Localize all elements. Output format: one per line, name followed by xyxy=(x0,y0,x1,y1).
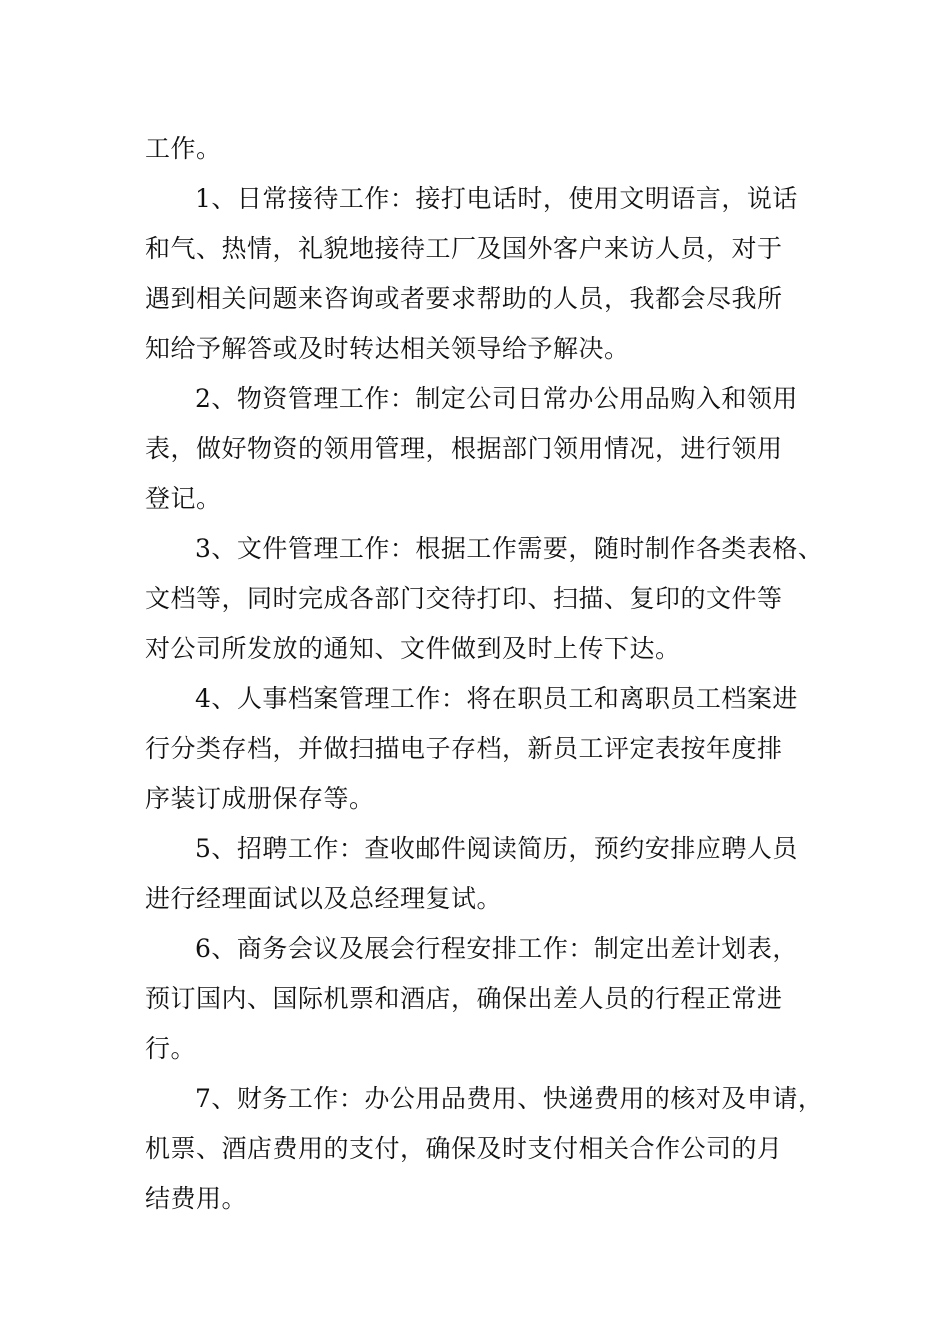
text-line: 进行经理面试以及总经理复试。 xyxy=(145,884,503,913)
text-line: 预订国内、国际机票和酒店，确保出差人员的行程正常进 xyxy=(145,984,783,1013)
text-line: 1、日常接待工作：接打电话时，使用文明语言，说话 xyxy=(195,184,798,213)
text-line: 对公司所发放的通知、文件做到及时上传下达。 xyxy=(145,634,681,663)
text-line: 行分类存档，并做扫描电子存档，新员工评定表按年度排 xyxy=(145,734,783,763)
text-line: 结费用。 xyxy=(145,1184,248,1213)
text-line: 登记。 xyxy=(145,484,222,513)
text-line: 2、物资管理工作：制定公司日常办公用品购入和领用 xyxy=(195,384,798,413)
text-line: 文档等，同时完成各部门交待打印、扫描、复印的文件等 xyxy=(145,584,783,613)
text-line: 5、招聘工作：查收邮件阅读简历，预约安排应聘人员 xyxy=(195,834,798,863)
text-line: 知给予解答或及时转达相关领导给予解决。 xyxy=(145,334,630,363)
text-line: 6、商务会议及展会行程安排工作：制定出差计划表， xyxy=(195,934,798,963)
text-line: 工作。 xyxy=(145,134,222,163)
text-line: 机票、酒店费用的支付，确保及时支付相关合作公司的月 xyxy=(145,1134,783,1163)
text-line: 3、文件管理工作：根据工作需要，随时制作各类表格、 xyxy=(195,534,824,563)
text-line: 行。 xyxy=(145,1034,197,1063)
text-line: 4、人事档案管理工作：将在职员工和离职员工档案进 xyxy=(195,684,798,713)
text-line: 遇到相关问题来咨询或者要求帮助的人员，我都会尽我所 xyxy=(145,284,783,313)
text-line: 表，做好物资的领用管理，根据部门领用情况，进行领用 xyxy=(145,434,783,463)
text-line: 序装订成册保存等。 xyxy=(145,784,375,813)
text-line: 7、财务工作：办公用品费用、快递费用的核对及申请， xyxy=(195,1084,824,1113)
text-line: 和气、热情，礼貌地接待工厂及国外客户来访人员，对于 xyxy=(145,234,783,263)
